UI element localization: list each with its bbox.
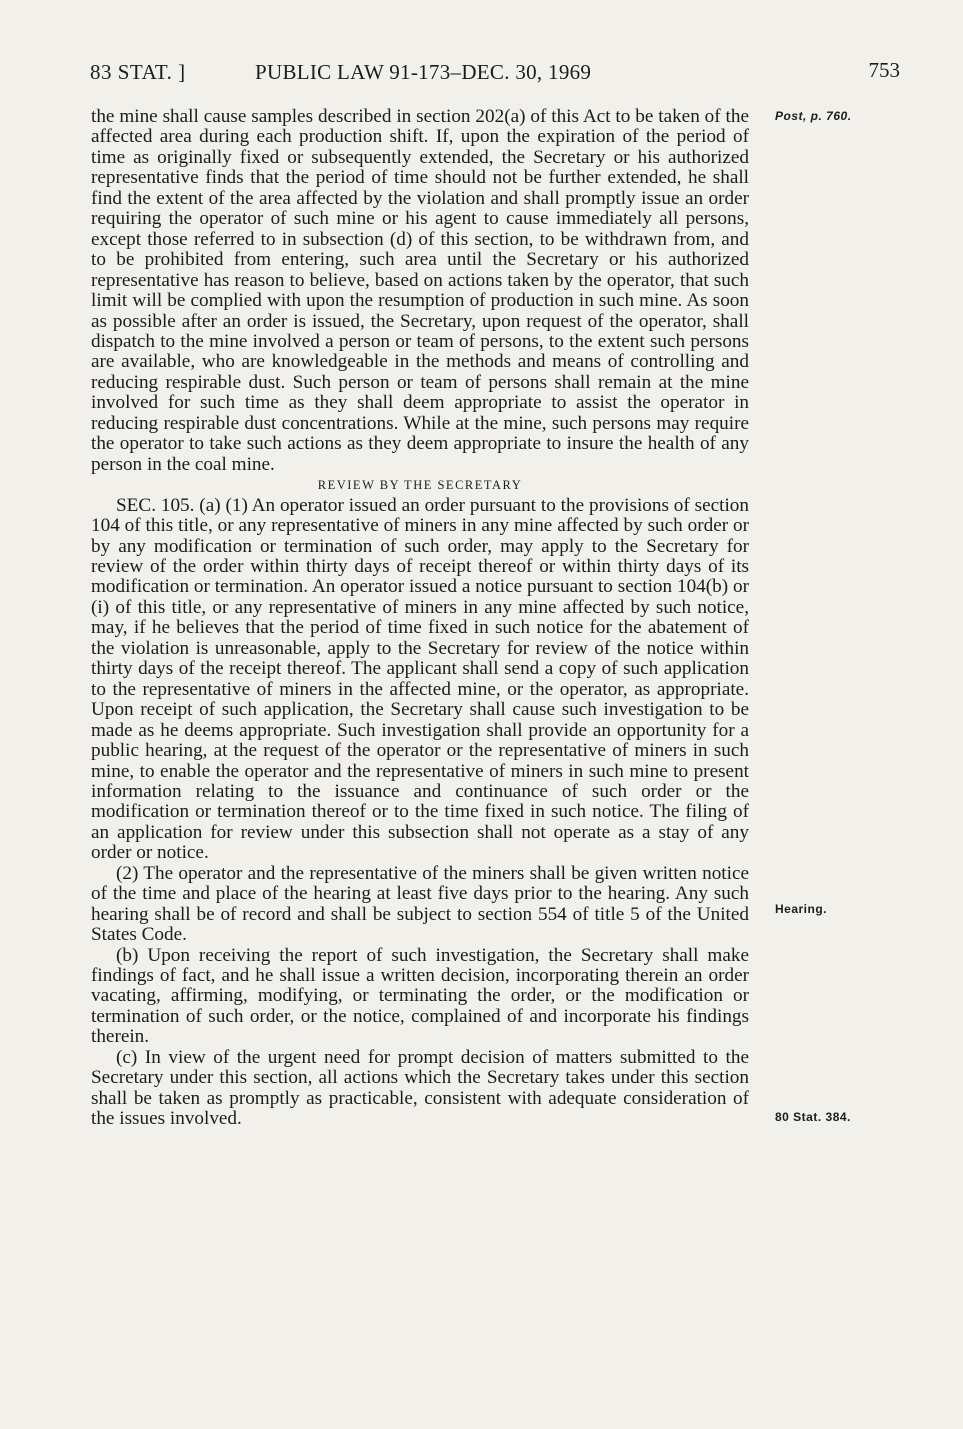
public-law-title: PUBLIC LAW 91-173–DEC. 30, 1969	[255, 60, 592, 84]
paragraph-sec-105-c: (c) In view of the urgent need for prompt decision of matters submitted to the Secretary under this section, all actions which the Secretary takes under this section shall be taken as promptly as practicable, consistent with adequate consideration of the issues involved.	[91, 1046, 749, 1130]
paragraph-continuation: the mine shall cause samples described in section 202(a) of this Act to be taken of the affected area during each production shift. If, upon the expiration of the period of time as originally fixed or subsequently extended, the Secretary or his authorized representative finds that the period of time should not be further extended, he shall find the extent of the area affected by the violation and shall promptly issue an order requiring the operator of such mine or his agent to cause immediately all persons, except those referred to in subsection (d) of this section, to be withdrawn from, and to be prohibited from entering, such area until the Secretary or his authorized representative has reason to believe, based on actions taken by the operator, that such limit will be complied with upon the resumption of production in such mine. As soon as possible after an order is issued, the Secretary, upon request of the operator, shall dispatch to the mine involved a person or team of persons, to the extent such persons are available, who are knowledgeable in the methods and means of controlling and reducing respirable dust. Such person or team of persons shall remain at the mine involved for such time as they shall deem appropriate to assist the operator in reducing respirable dust concentrations. While at the mine, such persons may require the operator to take such actions as they deem appropriate to insure the health of any person in the coal mine.	[91, 106, 749, 475]
body-text	[91, 107, 749, 1130]
paragraph-sec-105-a-2: (2) The operator and the representative of the miners shall be given written notice of the time and place of the hearing at least five days prior to the hearing. Any such hearing shall be of record and shall be subject to section 554 of title 5 of the United States Code.	[91, 862, 749, 946]
margin-note-hearing: Hearing.	[775, 902, 828, 916]
statute-volume: 83 STAT. ]	[90, 60, 186, 84]
section-heading: REVIEW BY THE SECRETARY	[317, 478, 523, 493]
paragraph-sec-105-b: (b) Upon receiving the report of such investigation, the Secretary shall make findings of fact, and he shall issue a written decision, incorporating therein an order vacating, affirming, modifying, or terminating the order, or the modification or termination of such order, or the notice, complained of and incorporate his findings therein.	[91, 944, 749, 1048]
page-header	[90, 60, 900, 90]
margin-note-post: Post, p. 760.	[775, 109, 852, 123]
margin-note-stat: 80 Stat. 384.	[775, 1110, 851, 1124]
paragraph-sec-105-a-1: SEC. 105. (a) (1) An operator issued an order pursuant to the provisions of section 104 of this title, or any representative of miners in any mine affected by such order or by any modification or termination of such order, may apply to the Secretary for review of the order within thirty days of receipt thereof or within thirty days of its modification or termination. An operator issued a notice pursuant to section 104(b) or (i) of this title, or any representative of miners in any mine affected by such notice, may, if he believes that the period of time fixed in such notice for the abatement of the violation is unreasonable, apply to the Secretary for review of the notice within thirty days of the receipt thereof. The applicant shall send a copy of such application to the representative of miners in the affected mine, or the operator, as appropriate. Upon receipt of such application, the Secretary shall cause such investigation to be made as he deems appropriate. Such investigation shall provide an opportunity for a public hearing, at the request of the operator or the representative of miners in such mine, to enable the operator and the representative of miners in such mine to present information relating to the issuance and continuance of such order or the modification or termination thereof or to the time fixed in such notice. The filing of an application for review under this subsection shall not operate as a stay of any order or notice.	[91, 494, 749, 864]
page-number: 753	[868, 58, 900, 82]
